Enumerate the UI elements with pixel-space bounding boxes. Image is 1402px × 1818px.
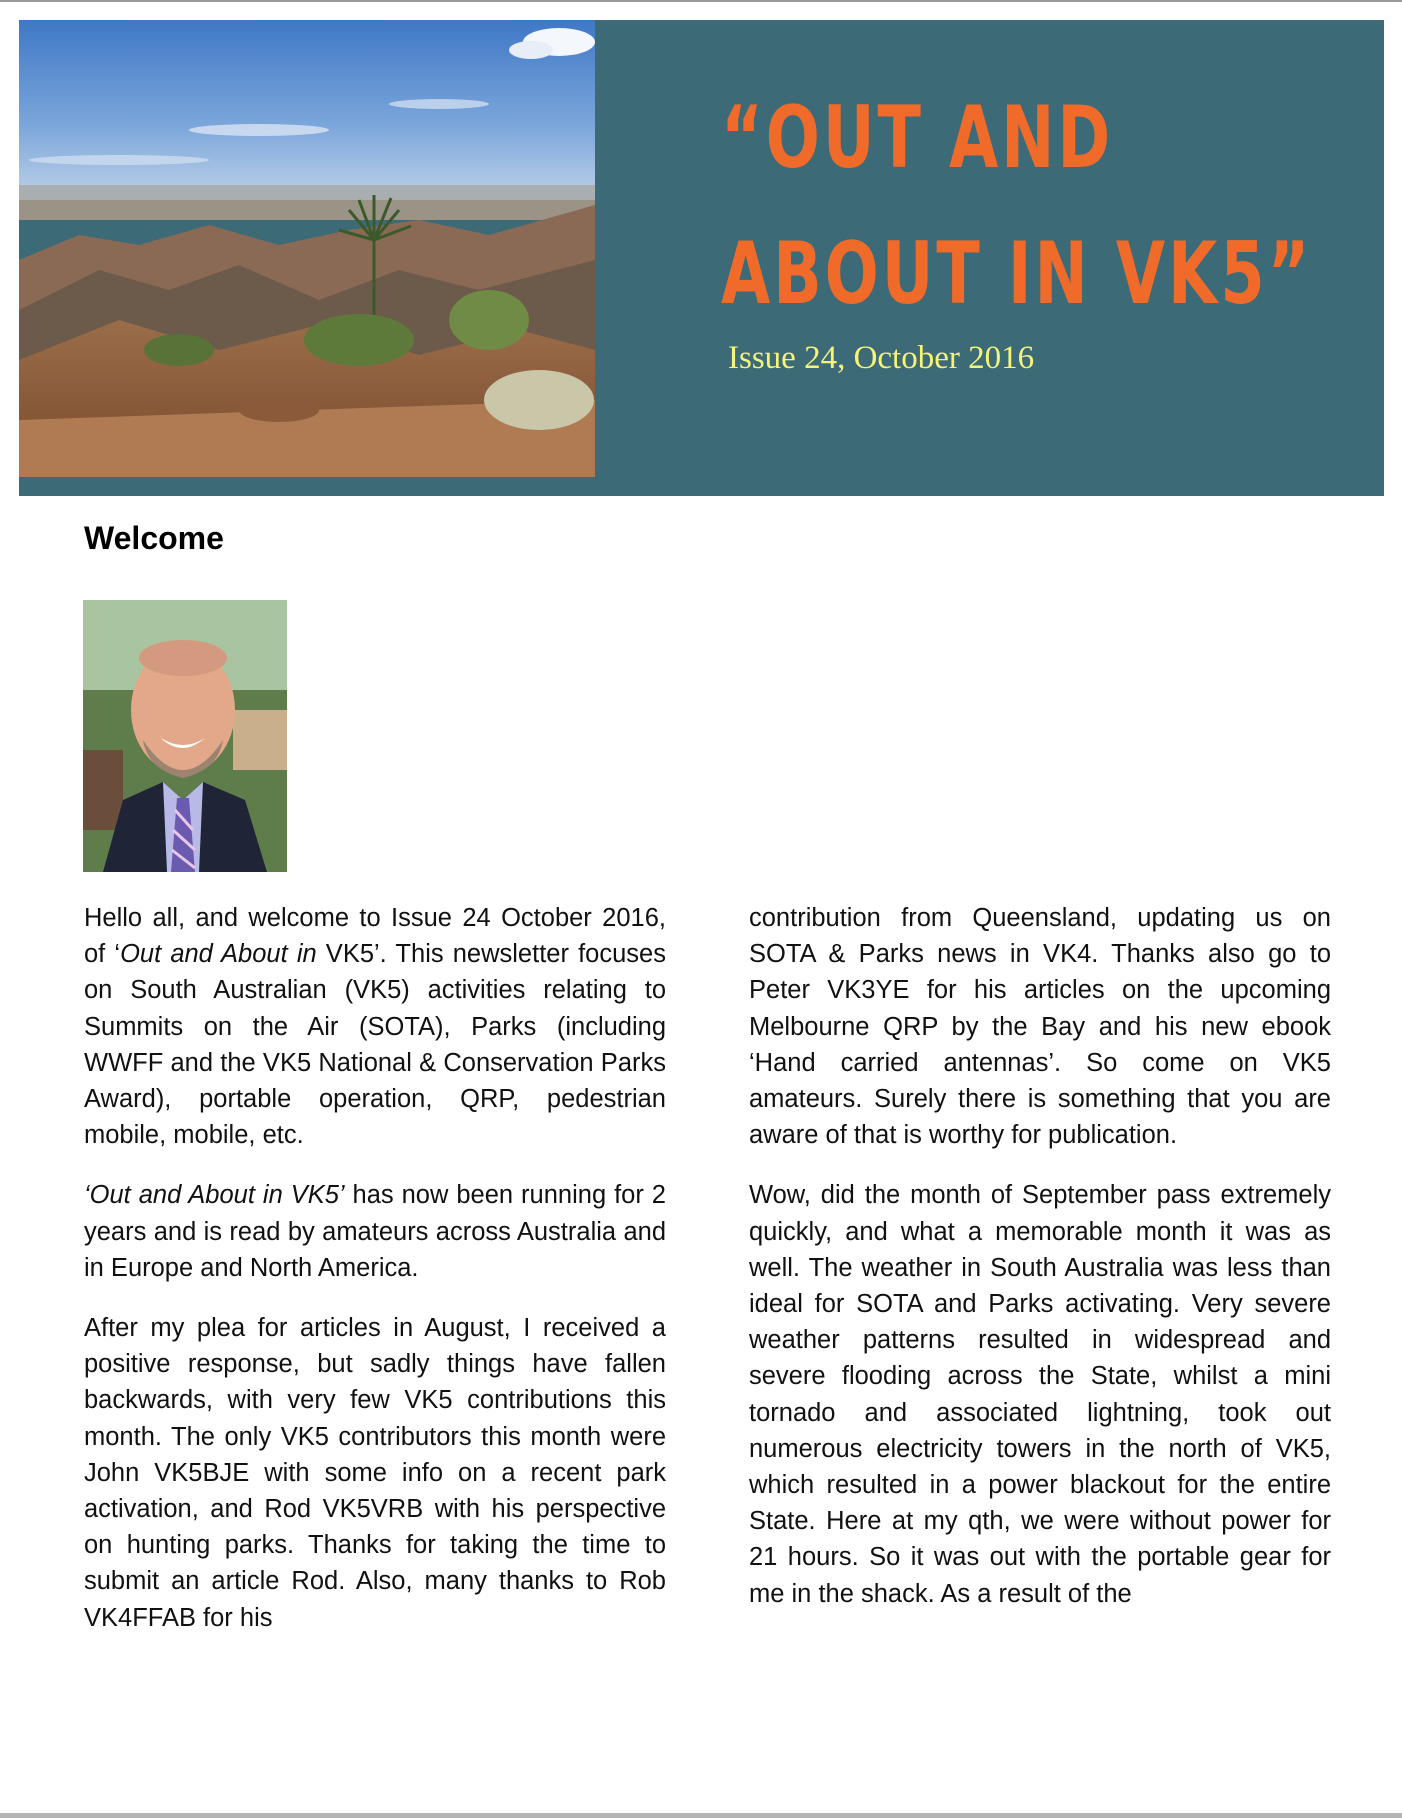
newsletter-name-italic: Out and About in [120,940,317,969]
september-weather-paragraph: Wow, did the month of September pass extremely quickly, and what a memorable month it was as well. The weather in South Australia was less than ideal for SOTA and Parks activating. Very severe weather patterns resulted in widespread and severe flooding across the State, whilst a mini tornado and associated lightning, took out numerous electricity towers in the north of VK5, which resulted in a power blackout for the entire State. Here at my qth, we were without power for 21 hours. So it was out with the portable gear for me in the shack. As a result of the [749,1181,1331,1608]
running-paragraph: ‘Out and About in VK5’ has now been running for 2 years and is read by amateurs across Australia and in Europe and North America. [84,1181,666,1282]
top-border [0,0,1402,2]
author-portrait [83,600,287,872]
newsletter-name-italic: ‘Out and About in VK5’ [84,1181,345,1210]
masthead-banner [19,20,1384,496]
contributors-paragraph: After my plea for articles in August, I received a positive response, but sadly things have fallen backwards, with very few VK5 contributions this month. The only VK5 contributors this month were John VK5BJE with some info on a recent park activation, and Rod VK5VRB with his perspective on hunting parks. Thanks for taking the time to submit an article Rod. Also, many thanks to Rob VK4FFAB for his [84,1314,666,1632]
bottom-border [0,1813,1402,1818]
landscape-photo [19,20,595,477]
welcome-heading: Welcome [84,520,224,556]
contributors-continued-paragraph: contribution from Queensland, updating us on SOTA & Parks news in VK4. Thanks also go to Peter VK3YE for his articles on the upcoming Melbourne QRP by the Bay and his new ebook ‘Hand carried antennas’. So come on VK5 amateurs. Surely there is something that you are aware of that is worthy for publication. [749,904,1331,1150]
title-line-2: ABOUT IN VK5” [721,224,1313,324]
welcome-paragraph: Hello all, and welcome to Issue 24 October 2016, of ‘Out and About in VK5’. This newsletter focuses on South Australian (VK5) activities relating to Summits on the Air (SOTA), Parks (including WWFF and the VK5 National & Conservation Parks Award), portable operation, QRP, pedestrian mobile, mobile, etc. [84,904,666,1150]
title-line-1: “OUT AND [721,88,1114,188]
article-left-column [84,900,666,1660]
newsletter-title [721,70,1313,342]
article-right-column [749,900,1331,1636]
issue-date: Issue 24, October 2016 [728,340,1035,376]
